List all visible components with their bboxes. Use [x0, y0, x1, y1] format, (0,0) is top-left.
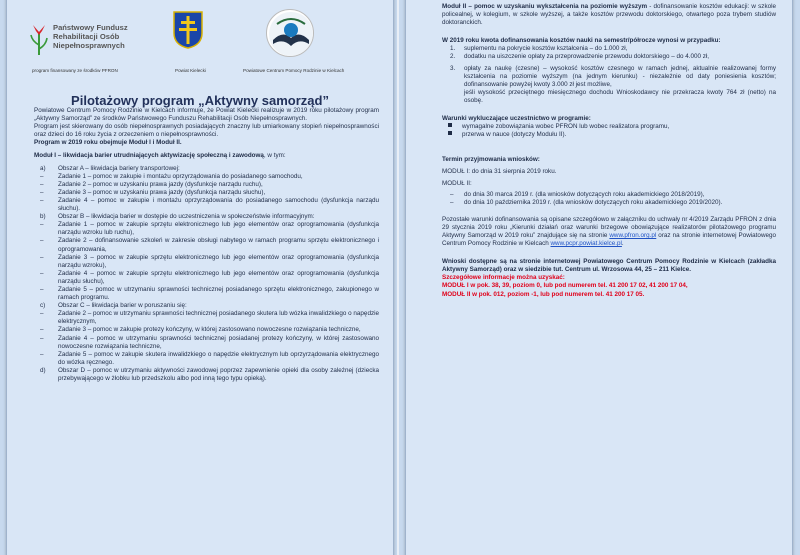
- list-marker: –: [40, 326, 44, 334]
- list-item: [34, 367, 379, 383]
- intro-paragraph: Powiatowe Centrum Pomocy Rodzinie w Kielcach informuje, że Powiat Kielecki realizuje w 2019 roku pilotażowy program „Aktywny Samorząd” ze środków Państwowego Funduszu Rehabilitacji Osób Niepełnosprawnych.: [34, 107, 379, 123]
- list-item: [448, 65, 776, 89]
- list-text: Zadanie 1 – pomoc w zakupie sprzętu elektronicznego lub jego elementów oraz oprogramowania (dysfunkcja narządu wzroku lub ruchu),: [58, 221, 379, 237]
- pfron-name-line: Niepełnosprawnych: [53, 41, 125, 50]
- list-dash: –: [450, 190, 454, 198]
- leaflet-page-left: [6, 0, 394, 555]
- deadline-module1: MODUŁ I: do dnia 31 sierpnia 2019 roku.: [442, 168, 557, 176]
- list-text: Zadanie 3 – pomoc w uzyskaniu prawa jazdy (dysfunkcja narządu słuchu),: [58, 188, 266, 196]
- list-item: [34, 335, 379, 351]
- exclusions-heading: Warunki wykluczające uczestnictwo w programie:: [442, 115, 591, 123]
- list-marker: –: [40, 196, 44, 204]
- list-item: [34, 221, 379, 237]
- list-marker: –: [40, 334, 44, 342]
- list-marker: b): [40, 213, 46, 221]
- leaflet-page-right: [405, 0, 793, 555]
- list-item: [34, 197, 379, 213]
- list-item: [34, 237, 379, 253]
- list-text: Zadanie 3 – pomoc w zakupie sprzętu elektronicznego lub jego elementów oraz oprogramowania (dysfunkcja narządu wzroku),: [58, 253, 379, 269]
- forms-paragraph: Wnioski dostępne są na stronie internetowej Powiatowego Centrum Pomocy Rodzinie w Kielcach (zakładka Aktywny Samorząd) oraz w siedzibie tut. Centrum ul. Wrzosowa 44, 25 – 211 Kielce.: [442, 258, 776, 274]
- page-title: Pilotażowy program „Aktywny samorząd”: [71, 93, 329, 108]
- list-item: [442, 191, 776, 199]
- list-item: [448, 45, 776, 53]
- caption-pfron: program finansowany ze środków PFRON: [32, 68, 118, 73]
- list-number: 2.: [450, 53, 456, 61]
- list-marker: –: [40, 310, 44, 318]
- list-text: Zadanie 1 – pomoc w zakupie i montażu oprzyrządowania do posiadanego samochodu,: [58, 172, 303, 180]
- caption-county: Powiat Kielecki: [175, 68, 206, 73]
- list-text: Zadanie 5 – pomoc w utrzymaniu sprawności technicznej posiadanego sprzętu elektronicznego, zakupionego w ramach programu.: [58, 285, 379, 302]
- list-text: Zadanie 2 – pomoc w utrzymaniu sprawności technicznej posiadanego skutera lub wózka inwalidzkiego o napędzie elektrycznym,: [58, 310, 379, 326]
- module1-heading: [34, 152, 379, 160]
- list-item: [34, 165, 379, 173]
- list-marker: d): [40, 366, 46, 374]
- list-marker: –: [40, 285, 44, 293]
- pcpr-hands-icon: [267, 10, 314, 57]
- left-body: [34, 107, 379, 383]
- list-number-blank: [448, 89, 464, 105]
- list-marker: a): [40, 164, 46, 172]
- list-item: [448, 131, 776, 139]
- pcpr-link[interactable]: www.pcpr.powiat.kielce.pl: [550, 240, 622, 248]
- list-item: [34, 310, 379, 326]
- amount-heading: W 2019 roku kwota dofinansowania kosztów nauki na semestr/półrocze wynosi w przypadku:: [442, 37, 721, 45]
- list-text: wymagalne zobowiązania wobec PFRON lub wobec realizatora programu,: [462, 123, 670, 131]
- list-dash: –: [450, 198, 454, 206]
- list-marker: –: [40, 188, 44, 196]
- list-marker: –: [40, 180, 44, 188]
- list-item: [34, 181, 379, 189]
- module2-desc: - dofinansowanie kosztów edukacji: w szkole policealnej, w kolegium, w szkole wyższej, a także kosztów przewodu doktorskiego, otwartego poza trybem studiów doktoranckich.: [442, 3, 777, 27]
- module1-suffix: , w tym:: [263, 152, 286, 160]
- module1-title: Moduł I – likwidacja barier utrudniających aktywizację społeczną i zawodową: [34, 152, 264, 160]
- info-heading: Szczegółowe informacje można uzyskać:: [442, 274, 565, 282]
- conditions-text: Pozostałe warunki dofinansowania są opisane szczegółowo w załączniku do uchwały nr 4/2019 Zarządu PFRON z dnia 29 stycznia 2019 roku „Kierunki działań oraz warunki brzegowe obowiązujące realizatorów pilotażowego programu Aktywny Samorząd w 2019 roku” znajdujące się na stronie: [442, 215, 776, 239]
- list-number: 3.: [450, 64, 456, 72]
- list-text: Obszar A – likwidacja bariery transportowej:: [58, 164, 180, 172]
- list-text: dodatku na uiszczenie opłaty za przeprowadzenie przewodu doktorskiego – do 4.000 zł,: [464, 53, 710, 61]
- list-marker: –: [40, 269, 44, 277]
- list-item: [448, 89, 776, 105]
- module2-paragraph: [442, 3, 776, 27]
- list-item: [34, 254, 379, 270]
- deadline-module2: MODUŁ II:: [442, 179, 472, 187]
- pcpr-logo: [266, 9, 314, 57]
- list-text: Zadanie 2 – pomoc w uzyskaniu prawa jazdy (dysfunkcje narządu ruchu),: [58, 180, 263, 188]
- list-item: [34, 270, 379, 286]
- list-text: Obszar D – pomoc w utrzymaniu aktywności zawodowej poprzez zapewnienie opieki dla osoby zależnej (dziecka przebywającego w żłobku lub przedszkolu albo pod inną tego typu opieką).: [58, 366, 379, 382]
- list-text: do dnia 30 marca 2019 r. (dla wniosków dotyczących roku akademickiego 2018/2019),: [464, 190, 705, 198]
- list-text: do dnia 10 października 2019 r. (dla wniosków dotyczących roku akademickiego 2019/2020).: [464, 198, 723, 206]
- list-marker: –: [40, 253, 44, 261]
- pfron-name-line: Rehabilitacji Osób: [53, 32, 120, 41]
- exclusions-list: [442, 123, 776, 139]
- list-text: opłaty za naukę (czesne) – wysokość kosztów czesnego w ramach jednej, aktualnie realizowanej formy kształcenia na poziomie wyższym (na jednym kierunku) - niezależnie od daty poniesienia kosztów; dofinansowanie powyżej kwoty 3.000 zł jest możliwe,: [464, 64, 776, 88]
- right-body: [442, 3, 776, 299]
- list-item: [34, 286, 379, 302]
- list-number: 1.: [450, 45, 456, 53]
- list-item: [34, 173, 379, 181]
- bullet-square-icon: [448, 131, 452, 135]
- list-text: Zadanie 4 – pomoc w utrzymaniu sprawności technicznej posiadanej protezy kończyny, w której zastosowano nowoczesne rozwiązania techniczne,: [58, 334, 379, 350]
- list-text: suplementu na pokrycie kosztów kształcenia – do 1.000 zł,: [464, 45, 628, 53]
- list-text: Zadanie 4 – pomoc w zakupie sprzętu elektronicznego lub jego elementów oraz oprogramowania (dysfunkcja narządu słuchu),: [58, 269, 379, 285]
- list-marker: c): [40, 302, 46, 310]
- amount-tail: jeśli wysokość przeciętnego miesięcznego dochodu Wnioskodawcy nie przekracza kwoty 764 zł (netto) na osobę.: [464, 88, 776, 104]
- list-marker: –: [40, 350, 44, 358]
- list-text: Zadanie 3 – pomoc w zakupie protezy kończyny, w której zastosowano nowoczesne rozwiązania techniczne,: [58, 326, 361, 334]
- bullet-square-icon: [448, 123, 452, 127]
- list-item: [34, 189, 379, 197]
- list-item: [34, 351, 379, 367]
- pfron-link[interactable]: www.pfron.org.pl: [609, 231, 657, 239]
- list-text: Zadanie 2 – dofinansowanie szkoleń w zakresie obsługi nabytego w ramach programu sprzętu elektronicznego i oprogramowania,: [58, 237, 379, 253]
- modules-line: Program w 2019 roku obejmuje Moduł I i Moduł II.: [34, 139, 182, 147]
- pfron-name-line: Państwowy Fundusz: [53, 23, 128, 32]
- module1-list: [34, 165, 379, 384]
- list-marker: –: [40, 237, 44, 245]
- list-item: [34, 302, 379, 310]
- list-item: [34, 326, 379, 334]
- conditions-paragraph: [442, 216, 776, 248]
- list-item: [34, 213, 379, 221]
- list-item: [448, 123, 776, 131]
- kielce-county-crest-icon: [173, 11, 203, 49]
- list-text: Obszar B – likwidacja barier w dostępie do uczestniczenia w społeczeństwie informacyjnym:: [58, 213, 315, 221]
- spread-gutter: [397, 0, 399, 555]
- info-line: MODUŁ II w pok. 012, poziom -1, lub pod numerem tel. 41 200 17 05.: [442, 290, 645, 298]
- list-text: Zadanie 5 – pomoc w zakupie skutera inwalidzkiego o napędzie elektrycznym lub oprzyrządowania elektrycznego do wózka ręcznego.: [58, 350, 379, 366]
- list-marker: –: [40, 221, 44, 229]
- list-marker: –: [40, 172, 44, 180]
- pfron-flower-icon: [29, 23, 49, 55]
- info-line: MODUŁ I w pok. 38, 39, poziom 0, lub pod numerem tel. 41 200 17 02, 41 200 17 04,: [442, 282, 688, 290]
- list-text: Obszar C – likwidacja barier w poruszaniu się:: [58, 302, 187, 310]
- caption-pcpr: Powiatowe Centrum Pomocy Rodzinie w Kielcach: [243, 68, 345, 73]
- conditions-text: oraz na stronie internetowej Powiatowego Centrum Pomocy Rodzinie w Kielcach: [442, 231, 776, 248]
- list-item: [442, 199, 776, 207]
- target-paragraph: Program jest skierowany do osób niepełnosprawnych posiadających znaczny lub umiarkowany stopień niepełnosprawności oraz dzieci do 16 roku życia z orzeczeniem o niepełnosprawności.: [34, 123, 379, 139]
- list-text: Zadanie 4 – pomoc w zakupie i montażu oprzyrządowania do posiadanego samochodu (dysfunkcja narządu słuchu).: [58, 196, 379, 213]
- deadline-heading: Termin przyjmowania wniosków:: [442, 156, 540, 164]
- amount-list: [442, 45, 776, 105]
- list-text: przerwa w nauce (dotyczy Modułu II).: [462, 131, 567, 139]
- list-item: [448, 53, 776, 61]
- pfron-name: [53, 23, 128, 50]
- module2-title: Moduł II – pomoc w uzyskaniu wykształcenia na poziomie wyższym: [442, 3, 648, 10]
- conditions-text: .: [621, 240, 624, 248]
- pfron-logo: [29, 19, 149, 63]
- deadline-list: [442, 191, 776, 207]
